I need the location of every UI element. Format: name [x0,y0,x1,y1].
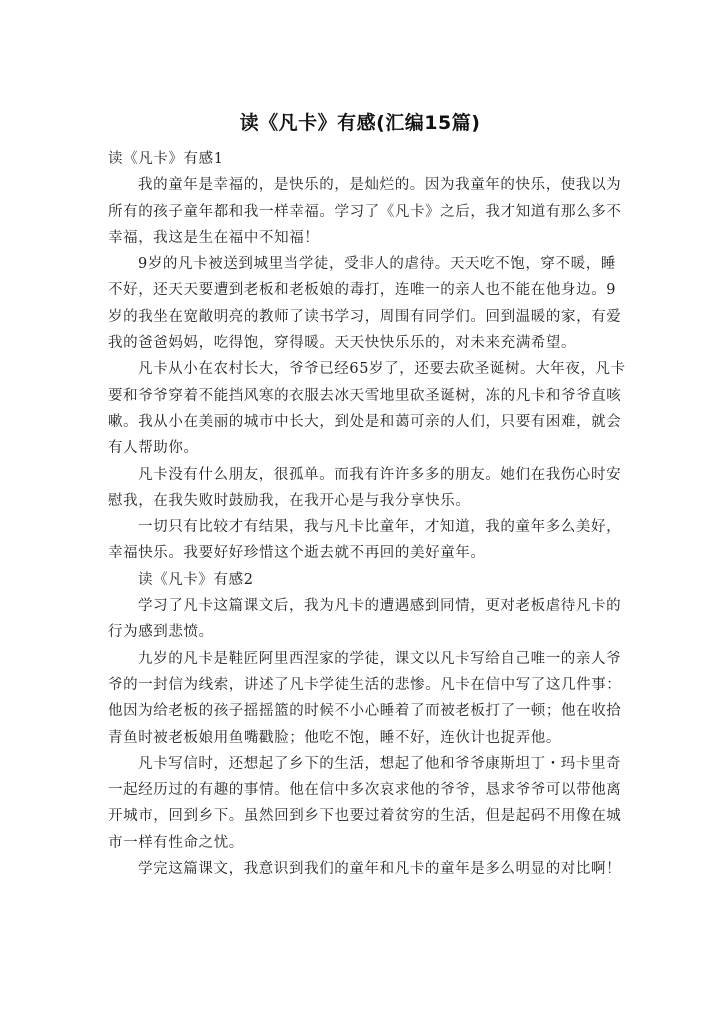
essay-heading: 读《凡卡》有感1 [108,151,224,167]
text-line: 我的爸爸妈妈，吃得饱，穿得暖。天天快快乐乐的，对未来充满希望。 [108,335,577,352]
text-line: 所有的孩子童年都和我一样幸福。学习了《凡卡》之后，我才知道有那么多不 [108,203,622,220]
paragraph [108,856,620,882]
paragraph [108,751,620,856]
text-line: 岁的我坐在宽敞明亮的教师了读书学习，周围有同学们。回到温暖的家，有爱 [108,308,622,325]
text-line: 学完这篇课文，我意识到我们的童年和凡卡的童年是多么明显的对比啊！ [138,861,622,878]
text-line: 有人帮助你。 [108,440,199,457]
paragraph [108,462,620,515]
text-line: 一切只有比较才有结果，我与凡卡比童年，才知道，我的童年多么美好， [138,519,622,536]
text-line: 学习了凡卡这篇课文后，我为凡卡的遭遇感到同情，更对老板虐待凡卡的 [138,598,622,615]
text-line: 嗽。我从小在美丽的城市中长大，到处是和蔼可亲的人们，只要有困难，就会 [108,413,622,430]
text-line: 爷的一封信为线索，讲述了凡卡学徒生活的悲惨。凡卡在信中写了这几件事： [108,676,622,693]
essay-heading: 读《凡卡》有感2 [138,571,254,588]
text-line: 幸福快乐。我要好好珍惜这个逝去就不再回的美好童年。 [108,545,486,562]
text-line: 慰我，在我失败时鼓励我，在我开心是与我分享快乐。 [108,492,471,509]
paragraph [108,646,620,751]
text-line: 行为感到悲愤。 [108,624,214,641]
text-line: 9岁的凡卡被送到城里当学徒，受非人的虐待。天天吃不饱，穿不暖，睡 [138,256,616,273]
paragraph [108,356,626,461]
text-line: 市一样有性命之忧。 [108,834,244,851]
text-line: 一起经历过的有趣的事情。他在信中多次哀求他的爷爷，恳求爷爷可以带他离 [108,782,622,799]
text-line: 九岁的凡卡是鞋匠阿里西涅家的学徒，课文以凡卡写给自己唯一的亲人爷 [138,650,622,667]
text-line: 凡卡写信时，还想起了乡下的生活，想起了他和爷爷康斯坦丁・玛卡里奇 [138,755,622,772]
paragraph [108,172,620,251]
paragraph [108,593,620,646]
text-line: 要和爷爷穿着不能挡风寒的衣服去冰天雪地里砍圣诞树，冻的凡卡和爷爷直咳 [108,387,622,404]
text-line: 凡卡没有什么朋友，很孤单。而我有许许多多的朋友。她们在我伤心时安 [138,466,622,483]
text-line: 我的童年是幸福的，是快乐的，是灿烂的。因为我童年的快乐，使我以为 [138,177,622,194]
document-body [108,146,626,882]
text-line: 凡卡从小在农村长大，爷爷已经65岁了，还要去砍圣诞树。大年夜，凡卡 [138,361,626,378]
paragraph [108,514,620,567]
text-line: 开城市，回到乡下。虽然回到乡下也要过着贫穷的生活，但是起码不用像在城 [108,808,622,825]
text-line: 青鱼时被老板娘用鱼嘴戳脸；他吃不饱，睡不好，连伙计也捉弄他。 [108,729,561,746]
text-line: 幸福，我这是生在福中不知福！ [108,229,320,246]
paragraph [108,251,620,356]
text-line: 他因为给老板的孩子摇摇篮的时候不小心睡着了而被老板打了一顿；他在收拾 [108,703,622,720]
document-title: 读《凡卡》有感(汇编15篇) [239,112,481,134]
text-line: 不好，还天天要遭到老板和老板娘的毒打，连唯一的亲人也不能在他身边。9 [108,282,617,299]
